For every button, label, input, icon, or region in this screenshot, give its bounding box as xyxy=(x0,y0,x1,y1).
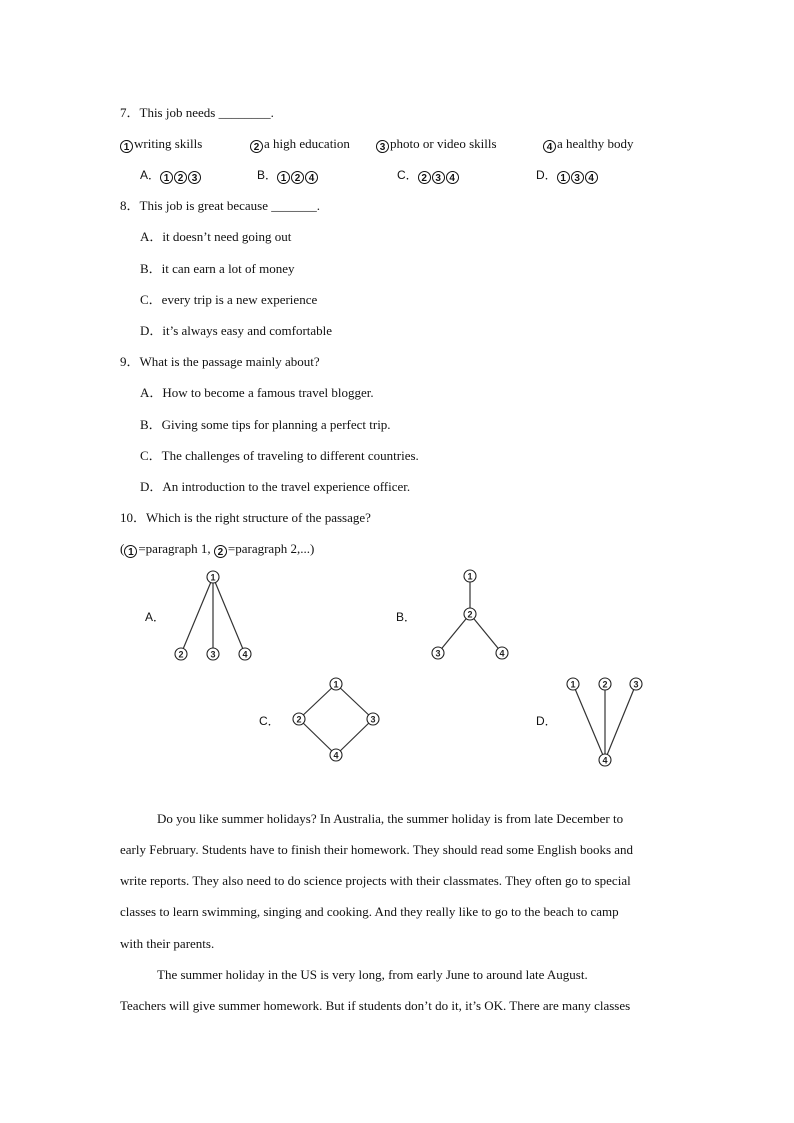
circled-number: 2 xyxy=(291,171,304,184)
diagram-node-label: 1 xyxy=(467,571,473,582)
diagram-a-edges xyxy=(181,577,245,654)
choice-label: B． xyxy=(257,168,278,182)
q7-item-text: writing skills xyxy=(134,136,203,151)
circled-number: 1 xyxy=(124,545,137,558)
passage-line-4: classes to learn swimming, singing and cooking. And they really like to go to the beach to camp xyxy=(120,904,619,919)
circled-number: 2 xyxy=(250,140,263,153)
q8-stem: 8．This job is great because _______. xyxy=(120,198,321,213)
choice-label: A． xyxy=(140,168,161,182)
diagram-node-label: 2 xyxy=(178,649,184,660)
q9-option-b: B．Giving some tips for planning a perfect trip. xyxy=(140,417,391,432)
circled-number: 4 xyxy=(305,171,318,184)
diagram-label-a: A． xyxy=(145,610,166,624)
diagram-node-label: 1 xyxy=(333,679,339,690)
diagram-node-label: 4 xyxy=(499,648,505,659)
passage-line-6: The summer holiday in the US is very long, from early June to around late August. xyxy=(157,967,588,982)
passage-line-1: Do you like summer holidays? In Australia, the summer holiday is from late December to xyxy=(157,811,624,826)
circled-number: 1 xyxy=(557,171,570,184)
diagram-node-label: 1 xyxy=(210,572,216,583)
circled-number: 1 xyxy=(120,140,133,153)
circled-number: 1 xyxy=(160,171,173,184)
circled-number: 2 xyxy=(214,545,227,558)
q9-option-d: D．An introduction to the travel experience officer. xyxy=(140,479,411,494)
diagram-c-edges xyxy=(299,684,376,755)
circled-number: 4 xyxy=(543,140,556,153)
q7-item-text: a high education xyxy=(264,136,350,151)
diagram-node-label: 2 xyxy=(602,679,608,690)
circled-number: 3 xyxy=(571,171,584,184)
diagram-node-label: 4 xyxy=(242,649,248,660)
circled-number: 3 xyxy=(188,171,201,184)
diagram-d-edges xyxy=(573,684,636,760)
q8-option-c: C．every trip is a new experience xyxy=(140,292,318,307)
circled-number: 4 xyxy=(446,171,459,184)
diagram-node-label: 4 xyxy=(602,755,608,766)
q7-item-text: a healthy body xyxy=(557,136,634,151)
note-text: =paragraph 1, xyxy=(138,541,214,556)
q8-option-a: A．it doesn’t need going out xyxy=(140,229,292,244)
diagram-node-label: 3 xyxy=(370,714,376,725)
circled-number: 2 xyxy=(174,171,187,184)
diagram-label-c: C． xyxy=(259,714,280,728)
diagram-node-label: 4 xyxy=(333,750,339,761)
circled-number: 2 xyxy=(418,171,431,184)
q8-option-b: B．it can earn a lot of money xyxy=(140,261,295,276)
passage-line-7: Teachers will give summer homework. But if students don’t do it, it’s OK. There are many classes xyxy=(120,998,631,1013)
diagram-label-d: D． xyxy=(536,714,557,728)
passage-line-2: early February. Students have to finish their homework. They should read some English books and xyxy=(120,842,634,857)
circled-number: 3 xyxy=(376,140,389,153)
q7-item-text: photo or video skills xyxy=(390,136,497,151)
diagram-node-label: 1 xyxy=(570,679,576,690)
note-text: =paragraph 2,...) xyxy=(227,541,315,556)
circled-number: 1 xyxy=(277,171,290,184)
diagram-node-label: 3 xyxy=(633,679,639,690)
q8-option-d: D．it’s always easy and comfortable xyxy=(140,323,333,338)
note-paren: ( xyxy=(120,541,125,556)
passage-line-3: write reports. They also need to do science projects with their classmates. They often go to special xyxy=(120,873,631,888)
diagram-node-label: 2 xyxy=(296,714,302,725)
choice-label: C． xyxy=(397,168,418,182)
diagram-nodes xyxy=(175,570,642,766)
diagram-node-label: 3 xyxy=(210,649,216,660)
q9-stem: 9．What is the passage mainly about? xyxy=(120,354,320,369)
choice-label: D． xyxy=(536,168,557,182)
q9-option-c: C．The challenges of traveling to different countries. xyxy=(140,448,419,463)
q7-stem: 7．This job needs ________. xyxy=(120,105,274,120)
diagram-label-b: B． xyxy=(396,610,417,624)
passage-line-5: with their parents. xyxy=(120,936,215,951)
q9-option-a: A．How to become a famous travel blogger. xyxy=(140,385,374,400)
diagram-node-label: 2 xyxy=(467,609,473,620)
circled-number: 3 xyxy=(432,171,445,184)
circled-number: 4 xyxy=(585,171,598,184)
diagram-node-label: 3 xyxy=(435,648,441,659)
q10-stem: 10．Which is the right structure of the passage? xyxy=(120,510,371,525)
